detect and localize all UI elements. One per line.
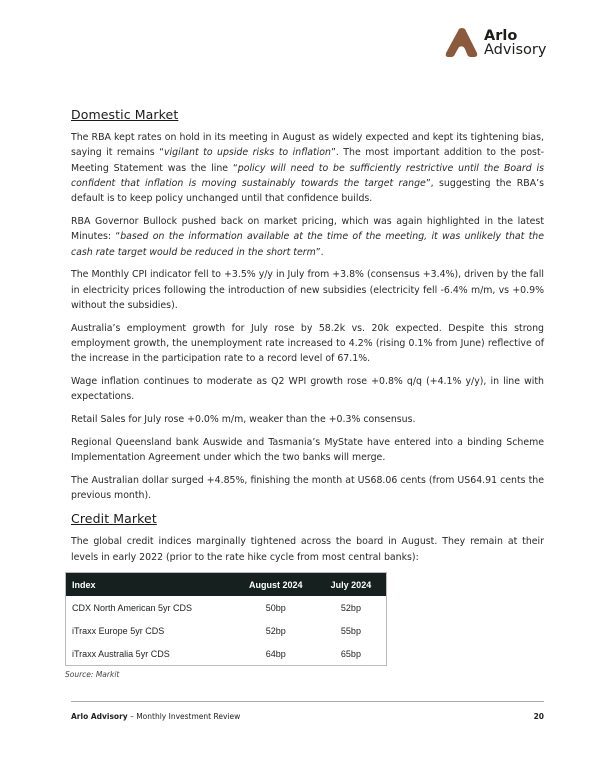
credit-indices-table <box>65 572 387 666</box>
footer-title: Arlo Advisory – Monthly Investment Review <box>71 712 241 721</box>
paragraph-wage: Wage inflation continues to moderate as Q2 WPI growth rose +0.8% q/q (+4.1% y/y), in line with expectations. <box>71 376 544 403</box>
domestic-market-heading: Domestic Market <box>71 107 179 122</box>
table-row <box>66 619 387 642</box>
table-row <box>66 642 387 666</box>
cell-aug: 64bp <box>265 648 286 659</box>
main-content <box>65 107 544 680</box>
arlo-logo-icon <box>445 27 479 59</box>
cell-index: CDX North American 5yr CDS <box>72 602 193 613</box>
paragraph-rba: The RBA kept rates on hold in its meeting in August as widely expected and kept its tightening bias, saying it remains “vigilant to upside risks to inflation”. The most important addition to the post-Meeting Statement was the line “policy will need to be sufficiently restrictive until the Board is confident that inflation is moving sustainably towards the target range”, suggesting the RBA’s default is to keep policy unchanged until that confidence builds. <box>71 132 544 205</box>
logo-text-line1: Arlo <box>484 28 518 44</box>
credit-market-heading: Credit Market <box>71 511 157 527</box>
paragraph-retail: Retail Sales for July rose +0.0% m/m, weaker than the +0.3% consensus. <box>71 414 416 426</box>
cell-aug: 52bp <box>265 625 286 636</box>
logo <box>445 27 546 59</box>
table-source: Source: Markit <box>65 670 120 680</box>
paragraph-bank-merger: Regional Queensland bank Auswide and Tasmania’s MyState have entered into a binding Scheme Implementation Agreement under which the two banks will merge. <box>71 437 544 464</box>
page-number: 20 <box>533 712 544 721</box>
cell-jul: 65bp <box>340 648 361 659</box>
paragraph-credit: The global credit indices marginally tightened across the board in August. They remain at their levels in early 2022 (prior to the rate hike cycle from most central banks): <box>71 536 544 563</box>
logo-text-line2: Advisory <box>484 42 547 58</box>
col-index: Index <box>66 573 236 597</box>
paragraph-cpi: The Monthly CPI indicator fell to +3.5% y/y in July from +3.8% (consensus +3.4%), driven by the fall in electricity prices following the introduction of new subsidies (electricity fell -6.4% m/m, vs +0.9% without the subsidies). <box>71 269 544 311</box>
footer <box>71 712 544 721</box>
footer-divider <box>71 701 544 702</box>
cell-index: iTraxx Europe 5yr CDS <box>72 625 165 636</box>
paragraph-bullock: RBA Governor Bullock pushed back on market pricing, which was again highlighted in the latest Minutes: “based on the information available at the time of the meeting, it was unlikely that the cash rate target would be reduced in the short term”. <box>71 215 544 258</box>
cell-aug: 50bp <box>265 602 286 613</box>
col-jul: July 2024 <box>316 573 387 597</box>
table-row <box>66 596 387 619</box>
cell-index: iTraxx Australia 5yr CDS <box>72 648 170 659</box>
cell-jul: 52bp <box>340 602 361 613</box>
paragraph-employment: Australia’s employment growth for July rose by 58.2k vs. 20k expected. Despite this strong employment growth, the unemployment rate increased to 4.2% (rising 0.1% from June) reflective of the increase in the participation rate to a record level of 67.1%. <box>71 322 544 365</box>
col-aug: August 2024 <box>236 573 316 597</box>
table-header-row <box>66 573 387 597</box>
cell-jul: 55bp <box>340 625 361 636</box>
paragraph-aud: The Australian dollar surged +4.85%, finishing the month at US68.06 cents (from US64.91 cents the previous month). <box>71 475 544 502</box>
